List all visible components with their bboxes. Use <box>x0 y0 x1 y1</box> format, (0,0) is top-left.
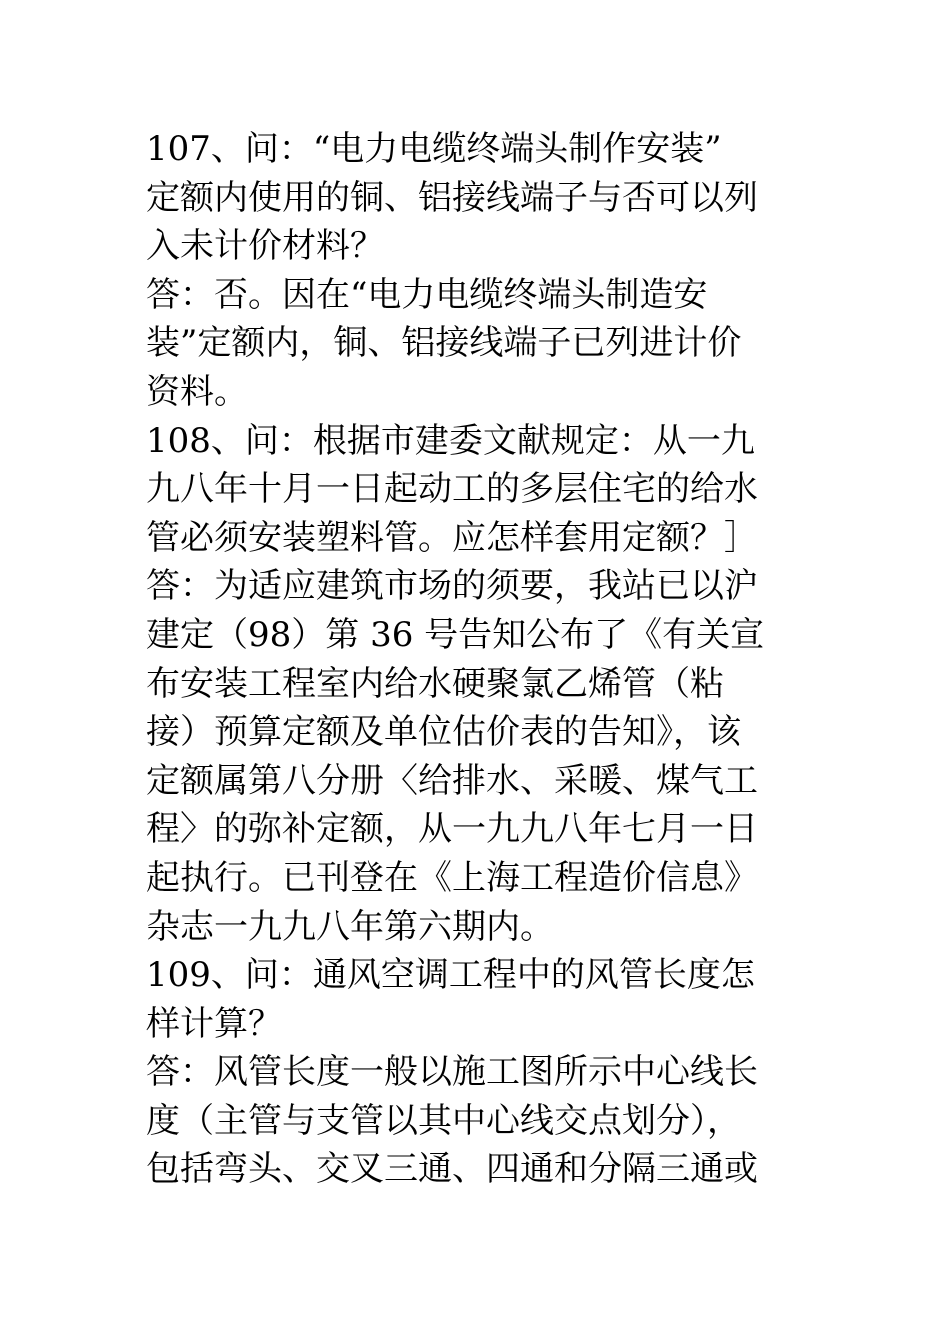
body-text <box>146 125 812 1194</box>
text-line: 杂志一九九八年第六期内。 <box>146 906 554 947</box>
text-line: 包括弯头、交叉三通、四通和分隔三通或 <box>146 1149 758 1190</box>
text-line: 装”定额内，铜、铝接线端子已列进计价 <box>146 323 742 364</box>
text-line: 入未计价材料？ <box>146 226 384 267</box>
text-line: 布安装工程室内给水硬聚氯乙烯管（粘 <box>146 663 724 704</box>
text-line: 定额内使用的铜、铝接线端子与否可以列 <box>146 177 758 218</box>
text-line: 度（主管与支管以其中心线交点划分）， <box>146 1100 741 1141</box>
text-line: 九八年十月一日起动工的多层住宅的给水 <box>146 469 758 510</box>
text-line: 接）预算定额及单位估价表的告知》，该 <box>146 712 741 753</box>
text-line: 建定（98）第 36 号告知公布了《有关宣 <box>146 614 765 655</box>
text-line: 起执行。已刊登在《上海工程造价信息》 <box>146 857 758 898</box>
text-line: 107、问：“电力电缆终端头制作安装” <box>146 129 722 169</box>
text-line: 答：为适应建筑市场的须要，我站已以沪 <box>146 566 758 607</box>
text-line: 管必须安装塑料管。应怎样套用定额？］ <box>146 517 758 558</box>
text-line: 程〉的弥补定额，从一九九八年七月一日 <box>146 809 758 850</box>
text-line: 定额属第八分册〈给排水、采暖、煤气工 <box>146 760 758 801</box>
text-line: 109、问：通风空调工程中的风管长度怎 <box>146 955 755 996</box>
text-line: 108、问：根据市建委文献规定：从一九 <box>146 420 755 461</box>
text-line: 资料。 <box>146 371 248 412</box>
text-line: 答：风管长度一般以施工图所示中心线长 <box>146 1052 758 1093</box>
text-line: 答：否。因在“电力电缆终端头制造安 <box>146 274 708 315</box>
text-line: 样计算？ <box>146 1003 282 1044</box>
